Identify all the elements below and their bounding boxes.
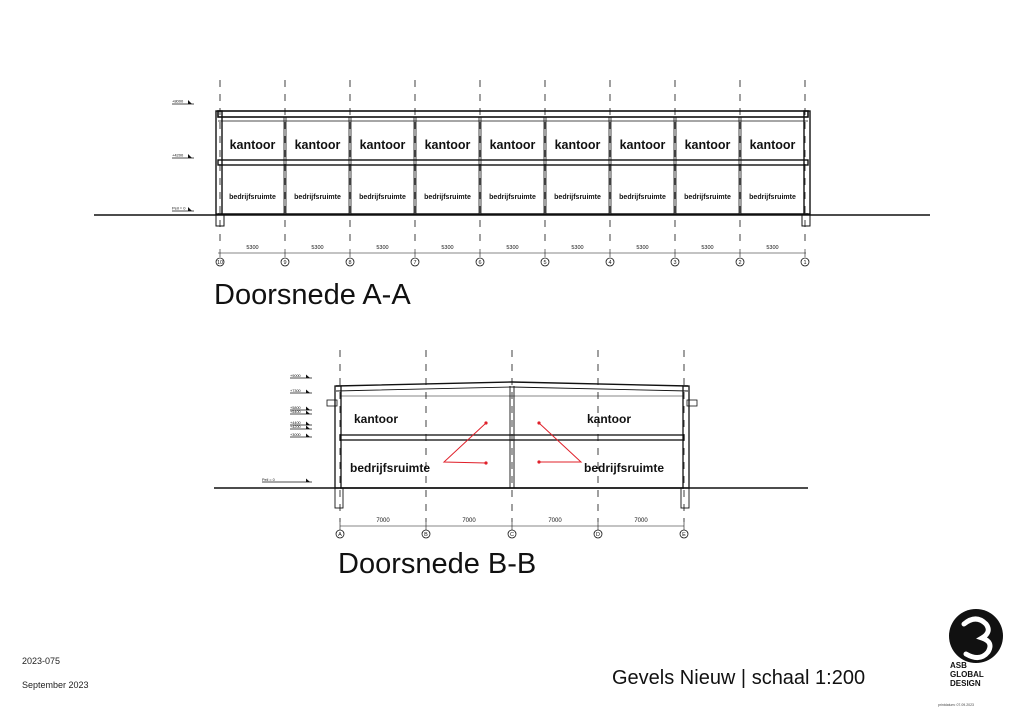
aa-room-kantoor-2: kantoor xyxy=(294,138,341,152)
bb-span-label-3: 7000 xyxy=(548,518,562,524)
bb-grid-bubble-1-label: A xyxy=(338,532,342,539)
bb-level-label-5: +4400 xyxy=(290,420,301,425)
aa-level-label-3: Peil = 0 xyxy=(172,205,186,211)
bb-annotation-dot-4 xyxy=(537,460,540,463)
aa-grid-bubble-1-label: 10 xyxy=(216,260,224,267)
aa-level-arrow-1 xyxy=(188,100,192,104)
aa-room-kantoor-5: kantoor xyxy=(489,138,536,152)
aa-level-arrow-2 xyxy=(188,154,192,158)
bb-span-label-4: 7000 xyxy=(634,518,648,524)
bb-level-arrow-8 xyxy=(306,479,310,483)
bb-level-label-4: +5400 xyxy=(290,409,301,414)
project-number: 2023-075 xyxy=(22,656,61,666)
print-footnote: printdatum: 07.09.2023 xyxy=(938,703,974,707)
bb-annotation-leader-right xyxy=(539,423,581,462)
bb-section-title: Doorsnede B-B xyxy=(338,548,537,580)
logo-text-line-3: DESIGN xyxy=(950,679,981,688)
logo-text-line-2: GLOBAL xyxy=(950,670,984,679)
aa-span-label-6: 5300 xyxy=(571,245,584,251)
aa-grid-bubble-10-label: 1 xyxy=(803,260,807,267)
bb-level-label-6: +4200 xyxy=(290,424,301,429)
aa-room-bedrijfsruimte-4: bedrijfsruimte xyxy=(424,194,471,201)
aa-span-label-2: 5300 xyxy=(311,245,324,251)
aa-span-label-1: 5300 xyxy=(246,245,259,251)
logo-text-line-1: ASB xyxy=(950,661,967,670)
bb-annotation-dot-3 xyxy=(537,421,540,424)
issue-date: September 2023 xyxy=(22,680,89,690)
bb-span-label-1: 7000 xyxy=(376,518,390,524)
bb-room-bedrijfsruimte-3: bedrijfsruimte xyxy=(350,461,431,475)
bb-level-arrow-3 xyxy=(306,407,310,411)
aa-room-kantoor-3: kantoor xyxy=(359,138,406,152)
bb-level-label-3: +5800 xyxy=(290,405,301,410)
aa-section-title: Doorsnede A-A xyxy=(214,279,411,311)
bb-span-label-2: 7000 xyxy=(462,518,476,524)
aa-level-label-2: +4200 xyxy=(172,152,184,158)
aa-wall-left xyxy=(216,111,222,214)
bb-level-arrow-1 xyxy=(306,375,310,379)
aa-span-label-7: 5300 xyxy=(636,245,649,251)
bb-level-arrow-2 xyxy=(306,390,310,394)
sheet-title: Gevels Nieuw | schaal 1:200 xyxy=(612,667,866,689)
aa-room-bedrijfsruimte-9: bedrijfsruimte xyxy=(749,194,796,201)
aa-level-arrow-3 xyxy=(188,207,192,211)
bb-level-arrow-6 xyxy=(306,426,310,430)
aa-grid-bubble-6-label: 5 xyxy=(543,260,547,267)
aa-room-kantoor-9: kantoor xyxy=(749,138,796,152)
aa-grid-bubble-3-label: 8 xyxy=(348,260,352,267)
bb-footing-right xyxy=(681,488,689,508)
bb-roof-underside xyxy=(336,387,688,391)
bb-room-kantoor-2: kantoor xyxy=(587,412,632,426)
aa-grid-bubble-8-label: 3 xyxy=(673,260,677,267)
bb-annotation-dot-1 xyxy=(484,421,487,424)
aa-span-label-9: 5300 xyxy=(766,245,779,251)
bb-grid-bubble-4-label: D xyxy=(596,532,600,539)
bb-annotation-leader-left xyxy=(444,423,486,463)
aa-span-label-4: 5300 xyxy=(441,245,454,251)
bb-level-label-2: +7300 xyxy=(290,388,301,393)
aa-room-bedrijfsruimte-6: bedrijfsruimte xyxy=(554,194,601,201)
aa-room-kantoor-6: kantoor xyxy=(554,138,601,152)
bb-annotation-dot-2 xyxy=(484,461,487,464)
aa-roof xyxy=(218,111,808,117)
aa-room-kantoor-7: kantoor xyxy=(619,138,666,152)
aa-room-kantoor-8: kantoor xyxy=(684,138,731,152)
aa-room-bedrijfsruimte-7: bedrijfsruimte xyxy=(619,194,666,201)
aa-room-kantoor-1: kantoor xyxy=(229,138,276,152)
bb-level-arrow-5 xyxy=(306,422,310,426)
aa-grid-bubble-9-label: 2 xyxy=(738,260,742,267)
bb-level-label-7: +3000 xyxy=(290,432,301,437)
aa-grid-bubble-4-label: 7 xyxy=(413,260,417,267)
aa-grid-bubble-5-label: 6 xyxy=(478,260,482,267)
bb-grid-bubble-2-label: B xyxy=(424,532,428,539)
aa-span-label-8: 5300 xyxy=(701,245,714,251)
aa-level-label-1: +8000 xyxy=(172,98,184,104)
bb-level-label-1: +9000 xyxy=(290,373,301,378)
bb-level-label-8: Peil = 0 xyxy=(262,477,275,482)
aa-first-floor xyxy=(218,160,808,165)
bb-level-arrow-7 xyxy=(306,434,310,438)
aa-grid-bubble-7-label: 4 xyxy=(608,260,612,267)
company-logo xyxy=(938,608,1008,708)
bb-room-bedrijfsruimte-4: bedrijfsruimte xyxy=(584,461,665,475)
aa-room-bedrijfsruimte-5: bedrijfsruimte xyxy=(489,194,536,201)
aa-room-bedrijfsruimte-2: bedrijfsruimte xyxy=(294,194,341,201)
aa-grid-bubble-2-label: 9 xyxy=(283,260,287,267)
bb-level-arrow-4 xyxy=(306,411,310,415)
aa-span-label-5: 5300 xyxy=(506,245,519,251)
aa-room-bedrijfsruimte-1: bedrijfsruimte xyxy=(229,194,276,201)
aa-span-label-3: 5300 xyxy=(376,245,389,251)
aa-room-bedrijfsruimte-8: bedrijfsruimte xyxy=(684,194,731,201)
aa-room-kantoor-4: kantoor xyxy=(424,138,471,152)
aa-room-bedrijfsruimte-3: bedrijfsruimte xyxy=(359,194,406,201)
bb-footing-left xyxy=(335,488,343,508)
bb-grid-bubble-3-label: C xyxy=(510,532,514,539)
bb-room-kantoor-1: kantoor xyxy=(354,412,399,426)
bb-grid-bubble-5-label: E xyxy=(682,532,686,539)
